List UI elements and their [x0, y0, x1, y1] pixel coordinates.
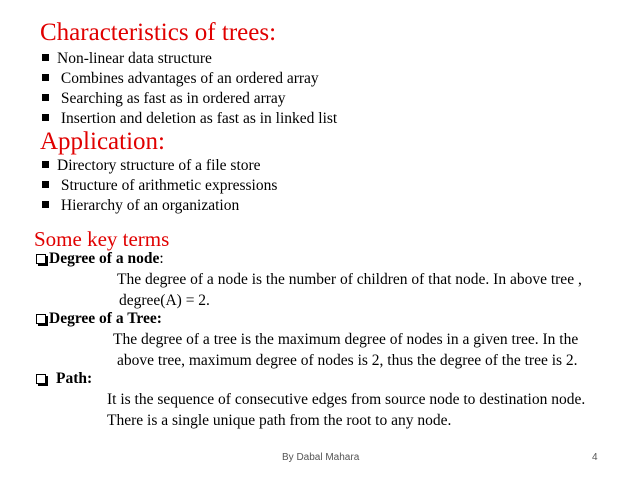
term-description-line: There is a single unique path from the root to any node.: [107, 412, 452, 429]
checkbox-bullet-icon: [36, 314, 46, 324]
checkbox-bullet-icon: [36, 254, 46, 264]
characteristics-item: Non-linear data structure: [42, 50, 212, 68]
term-degree-of-tree: Degree of a Tree:: [36, 310, 162, 328]
characteristics-heading: Characteristics of trees:: [40, 19, 277, 46]
term-description-line: The degree of a node is the number of children of that node. In above tree ,: [117, 271, 582, 288]
square-bullet-icon: [42, 114, 49, 121]
square-bullet-icon: [42, 161, 49, 168]
characteristics-item: Insertion and deletion as fast as in linked list: [42, 110, 337, 128]
term-description-line: above tree, maximum degree of nodes is 2, thus the degree of the tree is 2.: [117, 352, 578, 369]
square-bullet-icon: [42, 74, 49, 81]
application-item: Directory structure of a file store: [42, 157, 261, 175]
square-bullet-icon: [42, 54, 49, 61]
footer-author: By Dabal Mahara: [282, 452, 360, 463]
checkbox-bullet-icon: [36, 374, 46, 384]
square-bullet-icon: [42, 94, 49, 101]
application-heading: Application:: [40, 128, 165, 155]
application-item: Hierarchy of an organization: [42, 197, 239, 215]
term-description-line: It is the sequence of consecutive edges from source node to destination node.: [107, 391, 586, 408]
term-degree-of-node: Degree of a node:: [36, 250, 164, 268]
square-bullet-icon: [42, 201, 49, 208]
key-terms-heading: Some key terms: [34, 227, 170, 251]
square-bullet-icon: [42, 181, 49, 188]
application-item: Structure of arithmetic expressions: [42, 177, 277, 195]
characteristics-item: Searching as fast as in ordered array: [42, 90, 286, 108]
term-description-line: The degree of a tree is the maximum degree of nodes in a given tree. In the: [113, 331, 579, 348]
footer-page-number: 4: [592, 452, 598, 463]
term-description-line: degree(A) = 2.: [119, 292, 210, 309]
characteristics-item: Combines advantages of an ordered array: [42, 70, 319, 88]
term-path: Path:: [36, 370, 92, 388]
